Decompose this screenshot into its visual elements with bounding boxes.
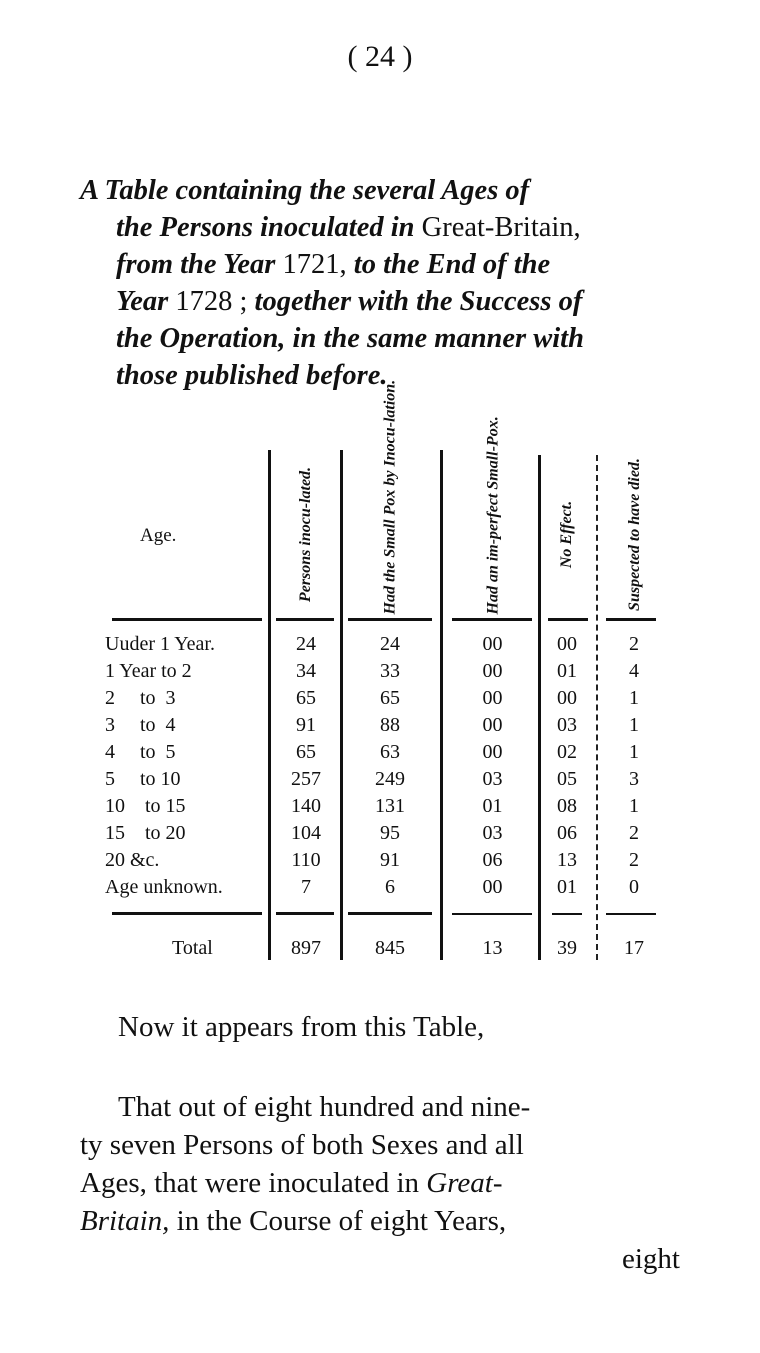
age-column-header: Age. (140, 525, 177, 546)
table-row: 4 to 5 65 63 00 02 1 (105, 741, 639, 763)
header-rule (112, 618, 262, 621)
body-paragraph: That out of eight hundred and nine- ty seven Persons of both Sexes and all Ages, that were inoculated in Great- Britain, in the Course of eight Years, eight (80, 1091, 680, 1275)
table-row: 20 &c. 110 91 06 13 2 (105, 849, 639, 871)
totals-rule (552, 913, 582, 915)
title-line: A Table containing the several Ages of (80, 175, 530, 206)
title-line: the Operation, in the same manner with (116, 323, 584, 354)
column-header-persons-inoculated: Persons inocu-lated. (297, 466, 315, 602)
totals-rule (606, 913, 656, 915)
table-row: 1 Year to 2 34 33 00 01 4 (105, 660, 639, 682)
column-header-suspected-died: Suspected to have died. (625, 457, 643, 611)
table-row: Uuder 1 Year. 24 24 00 00 2 (105, 633, 639, 655)
total-value: 845 (375, 937, 405, 959)
table-row: 3 to 4 91 88 00 03 1 (105, 714, 639, 736)
totals-rule (276, 912, 334, 915)
table-row: 5 to 10 257 249 03 05 3 (105, 768, 639, 790)
header-rule (276, 618, 334, 621)
header-rule (606, 618, 656, 621)
title-line: from the Year 1721, to the End of the (116, 249, 551, 280)
title-line: the Persons inoculated in Great-Britain, (116, 212, 581, 243)
total-value: 13 (482, 937, 503, 959)
table-row: 10 to 15 140 131 01 08 1 (105, 795, 639, 817)
column-header-had-small-pox: Had the Small Pox by Inocu-lation. (381, 379, 399, 614)
header-rule (348, 618, 432, 621)
table-row: 15 to 20 104 95 03 06 2 (105, 822, 639, 844)
column-header-imperfect-small-pox: Had an im-perfect Small-Pox. (484, 415, 501, 614)
totals-rule (112, 912, 262, 915)
total-value: 17 (624, 937, 644, 959)
totals-rule (348, 912, 432, 915)
page-number: ( 24 ) (347, 40, 413, 73)
total-label: Total (172, 937, 213, 959)
title-line: those published before. (116, 360, 388, 391)
total-value: 897 (291, 937, 321, 959)
title-line: Year 1728 ; together with the Success of (116, 286, 583, 317)
body-paragraph: Now it appears from this Table, (118, 1011, 485, 1043)
total-value: 39 (557, 937, 577, 959)
column-header-no-effect: No Effect. (558, 500, 576, 568)
table-title (80, 172, 692, 394)
table-row: Age unknown. 7 6 00 01 0 (105, 876, 639, 898)
table-row: 2 to 3 65 65 00 00 1 (105, 687, 639, 709)
header-rule (548, 618, 588, 621)
header-rule (452, 618, 532, 621)
totals-row (0, 937, 760, 963)
totals-rule (452, 913, 532, 915)
